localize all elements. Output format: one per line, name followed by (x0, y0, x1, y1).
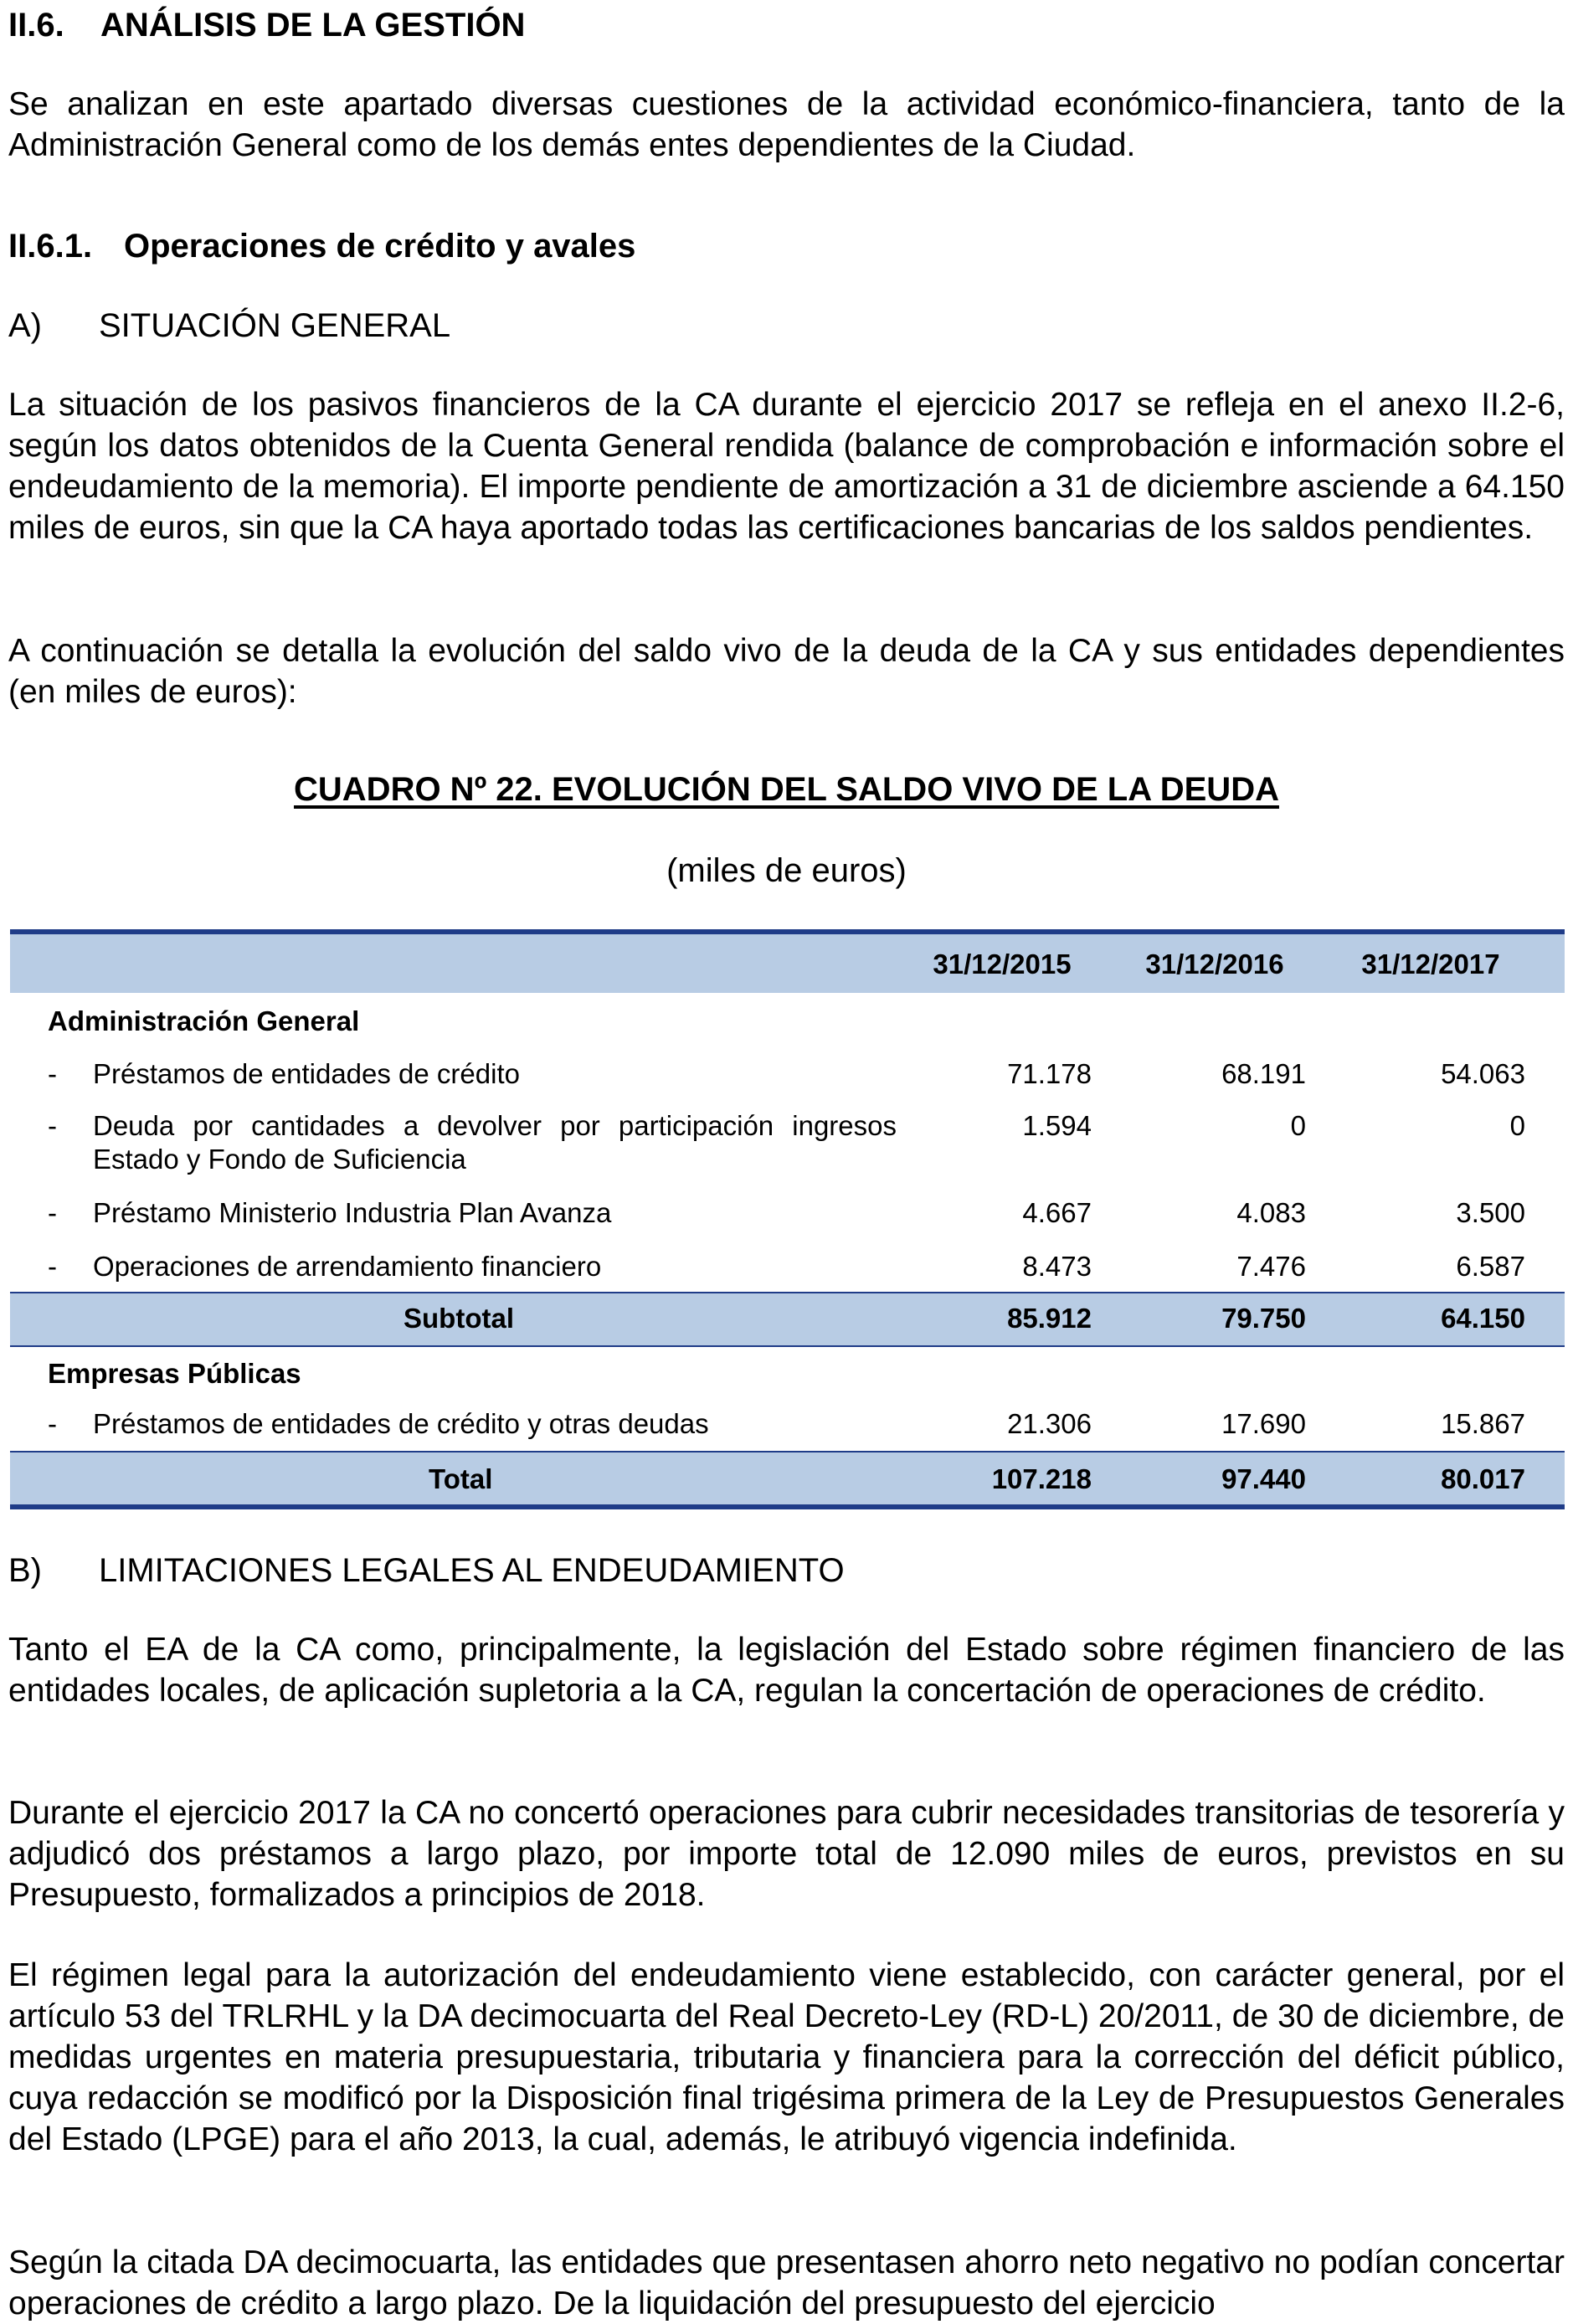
table-row (10, 1186, 1565, 1240)
row-value: 1.594 (1022, 1110, 1092, 1141)
row-dash: - (48, 1058, 57, 1089)
row-dash: - (48, 1110, 57, 1141)
row-dash: - (48, 1251, 57, 1282)
part-b-title: LIMITACIONES LEGALES AL ENDEUDAMIENTO (99, 1552, 845, 1589)
subtotal-value: 85.912 (1007, 1303, 1092, 1334)
part-b-paragraph-3: El régimen legal para la autorización del endeudamiento viene establecido, con carácter general, por el artículo 53 del TRLRHL y la DA decimocuarta del Real Decreto-Ley (RD-L) 20/2011, de 30 de diciembre, de medidas urgentes en materia presupuestaria, tributaria y financiera para la corrección del déficit público, cuya redacción se modificó por la Disposición final trigésima primera de la Ley de Presupuestos Generales del Estado (LPGE) para el año 2013, la cual, además, le atribuyó vigencia indefinida. (8, 1957, 1565, 2157)
row-value: 3.500 (1456, 1197, 1525, 1228)
group-label: Administración General (48, 1005, 360, 1036)
row-label: Préstamos de entidades de crédito (93, 1058, 520, 1089)
table-row (10, 1397, 1565, 1451)
row-value: 4.667 (1022, 1197, 1092, 1228)
group-row (10, 1347, 1565, 1397)
row-label: Operaciones de arrendamiento financiero (93, 1251, 602, 1282)
subtotal-value: 79.750 (1221, 1303, 1306, 1334)
row-value: 7.476 (1236, 1251, 1306, 1282)
row-value: 68.191 (1221, 1058, 1306, 1089)
part-a-heading (8, 304, 450, 347)
table-subtitle: (miles de euros) (666, 852, 907, 889)
intro-paragraph: Se analizan en este apartado diversas cuestiones de la actividad económico-financiera, tanto de la Administración General como de los demás entes dependientes de la Ciudad. (8, 86, 1565, 163)
part-a-paragraph-2: A continuación se detalla la evolución del saldo vivo de la deuda de la CA y sus entidades dependientes (en miles de euros): (8, 633, 1565, 710)
table-title: CUADRO Nº 22. EVOLUCIÓN DEL SALDO VIVO DE LA DEUDA (294, 771, 1279, 808)
part-b-letter: B) (8, 1552, 42, 1589)
table-row (10, 1101, 1565, 1186)
subsection-heading (8, 224, 635, 268)
part-a-paragraph-1: La situación de los pasivos financieros de la CA durante el ejercicio 2017 se refleja en el anexo II.2-6, según los datos obtenidos de la Cuenta General rendida (balance de comprobación e información sobre el endeudamiento de la memoria). El importe pendiente de amortización a 31 de diciembre asciende a 64.150 miles de euros, sin que la CA haya aportado todas las certificaciones bancarias de los saldos pendientes. (8, 387, 1565, 546)
subtotal-label: Subtotal (404, 1303, 514, 1334)
column-header: 31/12/2016 (1145, 949, 1284, 979)
table-row (10, 1047, 1565, 1101)
row-value: 71.178 (1007, 1058, 1092, 1089)
debt-table (10, 929, 1565, 1509)
column-header: 31/12/2017 (1361, 949, 1500, 979)
table-row (10, 1240, 1565, 1292)
subtotal-row (10, 1292, 1565, 1347)
part-b-paragraph-2: Durante el ejercicio 2017 la CA no concertó operaciones para cubrir necesidades transitorias de tesorería y adjudicó dos préstamos a largo plazo, por importe total de 12.090 miles de euros, previstos en su Presupuesto, formalizados a principios de 2018. (8, 1795, 1565, 1913)
row-value: 6.587 (1456, 1251, 1525, 1282)
row-value: 8.473 (1022, 1251, 1092, 1282)
group-label: Empresas Públicas (48, 1358, 301, 1389)
part-b-paragraph-4: Según la citada DA decimocuarta, las entidades que presentasen ahorro neto negativo no podían concertar operaciones de crédito a largo plazo. De la liquidación del presupuesto del ejercicio (8, 2244, 1565, 2321)
part-b-paragraph-1: Tanto el EA de la CA como, principalmente, la legislación del Estado sobre régimen financiero de las entidades locales, de aplicación supletoria a la CA, regulan la concertación de operaciones de crédito. (8, 1632, 1565, 1709)
table-header-row (10, 934, 1565, 993)
part-a-title: SITUACIÓN GENERAL (99, 307, 451, 344)
row-label: Préstamos de entidades de crédito y otras deudas (93, 1408, 709, 1439)
section-number: II.6. (8, 7, 64, 44)
total-label: Total (429, 1463, 493, 1494)
subsection-number: II.6.1. (8, 228, 93, 265)
row-value: 54.063 (1441, 1058, 1525, 1089)
total-value: 107.218 (991, 1463, 1092, 1494)
column-header: 31/12/2015 (933, 949, 1072, 979)
row-value: 0 (1509, 1110, 1525, 1141)
subtotal-value: 64.150 (1441, 1303, 1525, 1334)
row-value: 0 (1290, 1110, 1306, 1141)
row-value: 17.690 (1221, 1408, 1306, 1439)
row-value: 15.867 (1441, 1408, 1525, 1439)
total-value: 80.017 (1441, 1463, 1525, 1494)
part-a-letter: A) (8, 307, 42, 344)
section-title: ANÁLISIS DE LA GESTIÓN (100, 7, 526, 44)
row-label: Deuda por cantidades a devolver por participación ingresos Estado y Fondo de Suficiencia (93, 1110, 897, 1175)
row-dash: - (48, 1197, 57, 1228)
row-value: 21.306 (1007, 1408, 1092, 1439)
section-heading (8, 3, 525, 47)
total-value: 97.440 (1221, 1463, 1306, 1494)
row-value: 4.083 (1236, 1197, 1306, 1228)
row-label: Préstamo Ministerio Industria Plan Avanza (93, 1197, 612, 1228)
table-bottom-rule (10, 1504, 1565, 1509)
group-row (10, 993, 1565, 1047)
subsection-title: Operaciones de crédito y avales (124, 228, 636, 265)
part-b-heading (8, 1549, 845, 1592)
row-dash: - (48, 1408, 57, 1439)
total-row (10, 1451, 1565, 1504)
